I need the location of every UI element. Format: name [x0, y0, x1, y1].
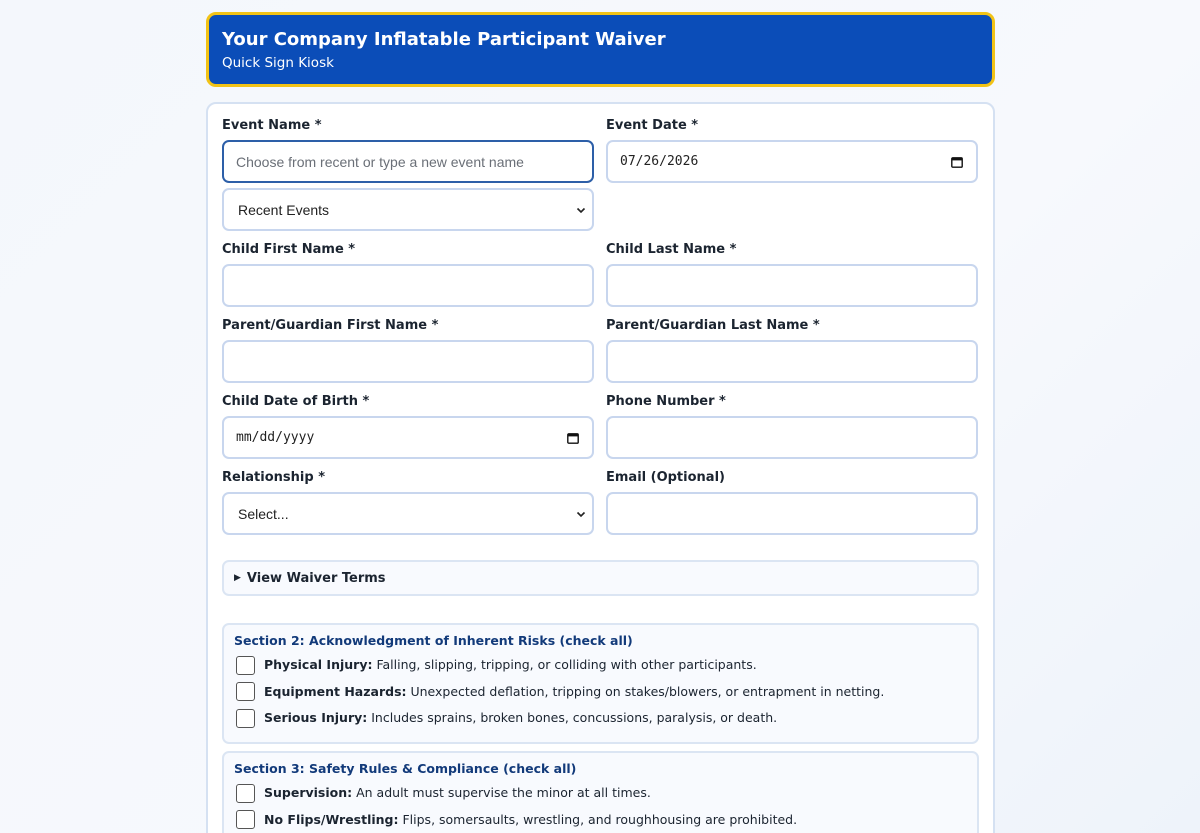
- checkbox-label-bold: Equipment Hazards:: [264, 683, 407, 699]
- no-flips-checkbox[interactable]: [236, 810, 255, 829]
- checkbox-label-text: Unexpected deflation, tripping on stakes/blowers, or entrapment in netting.: [406, 683, 885, 699]
- phone-input[interactable]: [606, 416, 978, 459]
- safety-rules-section: [222, 751, 979, 833]
- event-date-value: 07/26/2026: [620, 154, 699, 169]
- child-dob-value: mm/dd/yyyy: [236, 430, 315, 445]
- parent-first-name-label: Parent/Guardian First Name *: [222, 318, 439, 333]
- child-last-name-label: Child Last Name *: [606, 242, 737, 257]
- checkbox-label-text: An adult must supervise the minor at all times.: [352, 785, 651, 801]
- disclosure-triangle-icon: ▶: [234, 573, 241, 583]
- list-item: [234, 679, 967, 706]
- view-waiver-terms-toggle[interactable]: [222, 560, 979, 596]
- calendar-icon[interactable]: [567, 432, 579, 444]
- chevron-down-icon: [576, 509, 586, 519]
- recent-events-value: Recent Events: [238, 201, 330, 218]
- equipment-hazards-checkbox[interactable]: [236, 682, 255, 701]
- waiver-header: [206, 12, 995, 87]
- parent-last-name-label: Parent/Guardian Last Name *: [606, 318, 820, 333]
- list-item: [234, 780, 967, 807]
- list-item: [234, 705, 967, 732]
- checkbox-label-bold: Serious Injury:: [264, 710, 368, 726]
- phone-label: Phone Number *: [606, 394, 726, 409]
- event-name-placeholder: Choose from recent or type a new event name: [236, 153, 524, 170]
- event-name-label: Event Name *: [222, 118, 322, 133]
- waiver-page: [206, 12, 995, 827]
- child-first-name-label: Child First Name *: [222, 242, 356, 257]
- checkbox-label-text: Includes sprains, broken bones, concussions, paralysis, or death.: [367, 710, 778, 726]
- checkbox-label-text: Falling, slipping, tripping, or colliding with other participants.: [372, 657, 757, 673]
- view-waiver-terms-label: View Waiver Terms: [246, 570, 386, 586]
- waiver-form: [206, 102, 995, 833]
- relationship-label: Relationship *: [222, 470, 325, 485]
- child-dob-label: Child Date of Birth *: [222, 394, 370, 409]
- page-title: Your Company Inflatable Participant Waiver: [222, 29, 666, 50]
- checkbox-label-text: Flips, somersaults, wrestling, and roughhousing are prohibited.: [398, 811, 798, 827]
- safety-rules-section-title: Section 3: Safety Rules & Compliance (check all): [234, 761, 577, 776]
- relationship-value: Select...: [238, 505, 289, 522]
- event-date-label: Event Date *: [606, 118, 699, 133]
- calendar-icon[interactable]: [951, 156, 963, 168]
- checkbox-label-bold: Supervision:: [264, 785, 353, 801]
- child-dob-input[interactable]: [222, 416, 594, 459]
- email-input[interactable]: [606, 492, 978, 535]
- risks-section: [222, 623, 979, 744]
- parent-last-name-input[interactable]: [606, 340, 978, 383]
- checkbox-label-bold: No Flips/Wrestling:: [264, 811, 399, 827]
- parent-first-name-input[interactable]: [222, 340, 594, 383]
- risks-section-title: Section 2: Acknowledgment of Inherent Risks (check all): [234, 633, 633, 648]
- email-label: Email (Optional): [606, 470, 725, 485]
- relationship-select[interactable]: [222, 492, 594, 535]
- recent-events-select[interactable]: [222, 188, 594, 231]
- child-first-name-input[interactable]: [222, 264, 594, 307]
- event-name-input[interactable]: [222, 140, 594, 183]
- event-date-input[interactable]: [606, 140, 978, 183]
- list-item: [234, 807, 967, 833]
- list-item: [234, 652, 967, 679]
- child-last-name-input[interactable]: [606, 264, 978, 307]
- checkbox-label-bold: Physical Injury:: [264, 657, 373, 673]
- page-subtitle: Quick Sign Kiosk: [222, 55, 334, 71]
- physical-injury-checkbox[interactable]: [236, 656, 255, 675]
- chevron-down-icon: [576, 205, 586, 215]
- supervision-checkbox[interactable]: [236, 784, 255, 803]
- serious-injury-checkbox[interactable]: [236, 709, 255, 728]
